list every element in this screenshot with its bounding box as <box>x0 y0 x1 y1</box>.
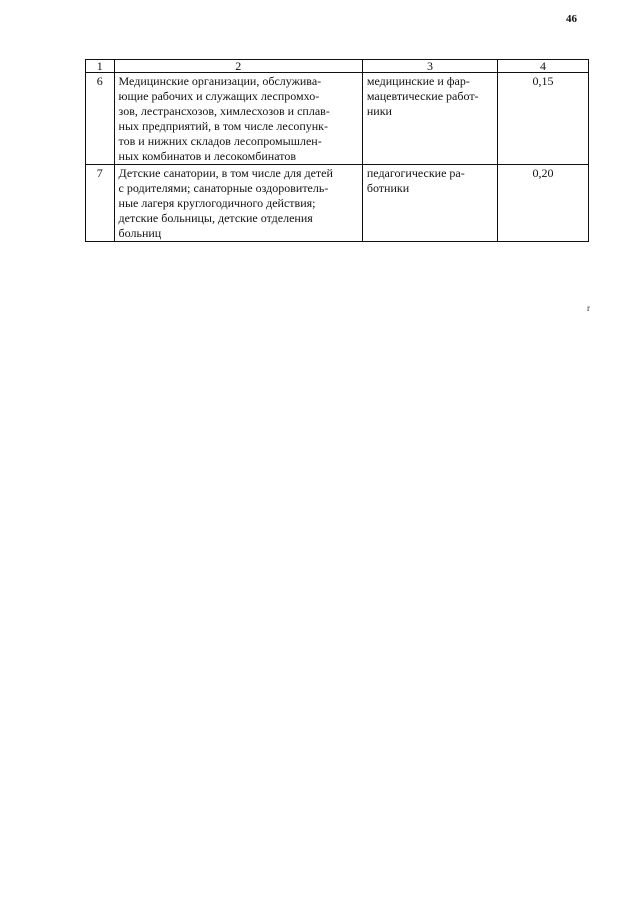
column-header-1: 1 <box>86 60 115 73</box>
column-header-3: 3 <box>362 60 497 73</box>
coefficients-table <box>85 59 589 242</box>
row-number: 6 <box>86 73 115 165</box>
column-header-2: 2 <box>114 60 362 73</box>
institution-description: Детские санатории, в том числе для детей с родителями; санаторные оздоровитель- ные лагеря круглогодичного действия; детские больницы, детские отделения больниц <box>114 165 362 242</box>
worker-category: медицинские и фар- мацевтические работ- ники <box>362 73 497 165</box>
page-number: 46 <box>566 13 577 25</box>
table-row <box>86 165 589 242</box>
table-header-row <box>86 60 589 73</box>
column-header-4: 4 <box>498 60 589 73</box>
worker-category: педагогические ра- ботники <box>362 165 497 242</box>
coefficient-value: 0,20 <box>498 165 589 242</box>
institution-description: Медицинские организации, обслужива- ющие рабочих и служащих леспромхо- зов, лестрансхозов, химлесхозов и сплав- ных предприятий, в том числе лесопунк- тов и нижних складов лесопромышлен- ных комбинатов и лесокомбинатов <box>114 73 362 165</box>
stray-scan-mark: r <box>587 303 590 313</box>
row-number: 7 <box>86 165 115 242</box>
coefficient-value: 0,15 <box>498 73 589 165</box>
table-row <box>86 73 589 165</box>
